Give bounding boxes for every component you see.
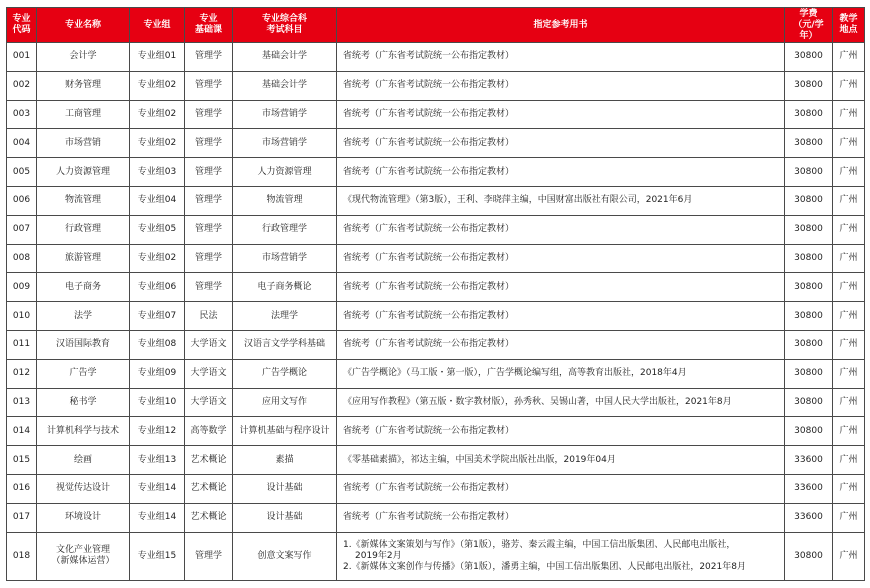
reference-line: 2019年2月	[355, 550, 402, 561]
reference-line: 省统考（广东省考试院统一公布指定教材）	[343, 281, 515, 292]
table-row	[7, 273, 865, 302]
reference-line: 省统考（广东省考试院统一公布指定教材）	[343, 339, 515, 350]
cell-location: 广州	[833, 158, 865, 187]
cell-code: 018	[7, 532, 37, 580]
cell-code: 002	[7, 71, 37, 100]
header-reference: 指定参考用书	[337, 8, 785, 43]
cell-group: 专业组02	[130, 129, 185, 158]
reference-line: 《广告学概论》（马工版・第一版），广告学概论编写组，高等教育出版社，2018年4月	[343, 368, 687, 379]
reference-line: 省统考（广东省考试院统一公布指定教材）	[343, 252, 515, 263]
cell-reference	[337, 417, 785, 446]
cell-group: 专业组04	[130, 186, 185, 215]
cell-name: 行政管理	[37, 215, 130, 244]
table-row	[7, 446, 865, 475]
cell-name: 计算机科学与技术	[37, 417, 130, 446]
cell-code: 012	[7, 359, 37, 388]
cell-fee: 30800	[785, 244, 833, 273]
cell-reference	[337, 474, 785, 503]
cell-subject: 人力资源管理	[233, 158, 337, 187]
reference-line: 省统考（广东省考试院统一公布指定教材）	[343, 137, 515, 148]
cell-code: 014	[7, 417, 37, 446]
cell-group: 专业组14	[130, 503, 185, 532]
cell-name: 电子商务	[37, 273, 130, 302]
cell-group: 专业组07	[130, 302, 185, 331]
cell-subject: 设计基础	[233, 503, 337, 532]
cell-course: 高等数学	[185, 417, 233, 446]
cell-course: 艺术概论	[185, 474, 233, 503]
cell-location: 广州	[833, 186, 865, 215]
cell-group: 专业组01	[130, 43, 185, 72]
table-row	[7, 244, 865, 273]
cell-fee: 30800	[785, 359, 833, 388]
cell-code: 008	[7, 244, 37, 273]
cell-fee: 30800	[785, 302, 833, 331]
table-row	[7, 43, 865, 72]
reference-line: 省统考（广东省考试院统一公布指定教材）	[343, 425, 515, 436]
cell-reference	[337, 71, 785, 100]
cell-course: 管理学	[185, 100, 233, 129]
cell-location: 广州	[833, 359, 865, 388]
cell-location: 广州	[833, 503, 865, 532]
table-row	[7, 503, 865, 532]
table-row	[7, 474, 865, 503]
cell-location: 广州	[833, 330, 865, 359]
cell-code: 009	[7, 273, 37, 302]
reference-line: 省统考（广东省考试院统一公布指定教材）	[343, 108, 515, 119]
cell-fee: 30800	[785, 417, 833, 446]
cell-subject: 电子商务概论	[233, 273, 337, 302]
cell-group: 专业组06	[130, 273, 185, 302]
reference-line: 省统考（广东省考试院统一公布指定教材）	[343, 80, 515, 91]
cell-location: 广州	[833, 532, 865, 580]
header-group: 专业组	[130, 8, 185, 43]
cell-group: 专业组08	[130, 330, 185, 359]
cell-name: 环境设计	[37, 503, 130, 532]
header-exam-subject: 专业综合科 考试科目	[233, 8, 337, 43]
cell-name: 绘画	[37, 446, 130, 475]
cell-code: 007	[7, 215, 37, 244]
cell-code: 016	[7, 474, 37, 503]
cell-reference	[337, 186, 785, 215]
cell-fee: 30800	[785, 100, 833, 129]
reference-line: 《零基础素描》，祁达主编，中国美术学院出版社出版，2019年04月	[343, 454, 616, 465]
table-row	[7, 302, 865, 331]
reference-line: 省统考（广东省考试院统一公布指定教材）	[343, 224, 515, 235]
table-row	[7, 532, 865, 580]
cell-reference	[337, 388, 785, 417]
cell-group: 专业组10	[130, 388, 185, 417]
cell-location: 广州	[833, 302, 865, 331]
table-row	[7, 215, 865, 244]
header-name: 专业名称	[37, 8, 130, 43]
cell-subject: 市场营销学	[233, 244, 337, 273]
reference-line: 《现代物流管理》（第3版），王利、李晓萍主编，中国财富出版社有限公司，2021年6月	[343, 195, 693, 206]
cell-subject: 广告学概论	[233, 359, 337, 388]
cell-name: 视觉传达设计	[37, 474, 130, 503]
cell-fee: 33600	[785, 474, 833, 503]
cell-fee: 30800	[785, 388, 833, 417]
reference-line: 2.《新媒体文案创作与传播》（第1版），潘勇主编，中国工信出版集团、人民邮电出版社，2021年8月	[343, 561, 746, 572]
cell-fee: 30800	[785, 532, 833, 580]
cell-location: 广州	[833, 417, 865, 446]
cell-code: 013	[7, 388, 37, 417]
cell-group: 专业组15	[130, 532, 185, 580]
cell-fee: 33600	[785, 446, 833, 475]
table-row	[7, 71, 865, 100]
cell-location: 广州	[833, 474, 865, 503]
cell-code: 001	[7, 43, 37, 72]
cell-location: 广州	[833, 446, 865, 475]
cell-fee: 30800	[785, 158, 833, 187]
cell-code: 003	[7, 100, 37, 129]
cell-group: 专业组14	[130, 474, 185, 503]
cell-name: 财务管理	[37, 71, 130, 100]
cell-location: 广州	[833, 388, 865, 417]
cell-group: 专业组12	[130, 417, 185, 446]
cell-course: 管理学	[185, 43, 233, 72]
table-header-row	[7, 8, 865, 43]
cell-name: 法学	[37, 302, 130, 331]
cell-name: 工商管理	[37, 100, 130, 129]
cell-reference	[337, 302, 785, 331]
cell-course: 管理学	[185, 244, 233, 273]
cell-fee: 30800	[785, 273, 833, 302]
cell-subject: 行政管理学	[233, 215, 337, 244]
cell-subject: 法理学	[233, 302, 337, 331]
reference-line: 省统考（广东省考试院统一公布指定教材）	[343, 512, 515, 523]
cell-name: 汉语国际教育	[37, 330, 130, 359]
cell-subject: 创意文案写作	[233, 532, 337, 580]
reference-line: 1.《新媒体文案策划与写作》（第1版），骆芳、秦云霞主编，中国工信出版集团、人民邮电出版社，	[343, 539, 736, 550]
cell-group: 专业组02	[130, 100, 185, 129]
cell-code: 005	[7, 158, 37, 187]
cell-fee: 30800	[785, 186, 833, 215]
cell-name: 市场营销	[37, 129, 130, 158]
cell-subject: 汉语言文学学科基础	[233, 330, 337, 359]
cell-course: 管理学	[185, 158, 233, 187]
cell-course: 管理学	[185, 273, 233, 302]
admission-table	[6, 7, 865, 581]
cell-reference	[337, 330, 785, 359]
reference-line: 省统考（广东省考试院统一公布指定教材）	[343, 483, 515, 494]
cell-reference	[337, 532, 785, 580]
cell-reference	[337, 503, 785, 532]
cell-subject: 设计基础	[233, 474, 337, 503]
cell-group: 专业组05	[130, 215, 185, 244]
header-basic-course: 专业 基础课	[185, 8, 233, 43]
cell-course: 管理学	[185, 186, 233, 215]
reference-line: 省统考（广东省考试院统一公布指定教材）	[343, 51, 515, 62]
reference-line: 省统考（广东省考试院统一公布指定教材）	[343, 166, 515, 177]
table-row	[7, 388, 865, 417]
cell-course: 管理学	[185, 215, 233, 244]
cell-location: 广州	[833, 215, 865, 244]
cell-location: 广州	[833, 100, 865, 129]
cell-group: 专业组09	[130, 359, 185, 388]
cell-reference	[337, 129, 785, 158]
cell-subject: 应用文写作	[233, 388, 337, 417]
cell-course: 大学语文	[185, 359, 233, 388]
cell-code: 006	[7, 186, 37, 215]
cell-location: 广州	[833, 244, 865, 273]
cell-name: 旅游管理	[37, 244, 130, 273]
cell-subject: 基础会计学	[233, 71, 337, 100]
cell-subject: 物流管理	[233, 186, 337, 215]
cell-fee: 30800	[785, 71, 833, 100]
cell-course: 艺术概论	[185, 446, 233, 475]
reference-line: 省统考（广东省考试院统一公布指定教材）	[343, 310, 515, 321]
cell-course: 管理学	[185, 129, 233, 158]
cell-location: 广州	[833, 43, 865, 72]
cell-fee: 30800	[785, 330, 833, 359]
cell-group: 专业组02	[130, 244, 185, 273]
cell-course: 民法	[185, 302, 233, 331]
cell-name: 会计学	[37, 43, 130, 72]
table-row	[7, 417, 865, 446]
cell-subject: 计算机基础与程序设计	[233, 417, 337, 446]
table-row	[7, 100, 865, 129]
cell-reference	[337, 100, 785, 129]
cell-fee: 30800	[785, 129, 833, 158]
header-fee: 学费 （元/学年）	[785, 8, 833, 43]
cell-course: 管理学	[185, 532, 233, 580]
table-row	[7, 158, 865, 187]
cell-reference	[337, 446, 785, 475]
cell-location: 广州	[833, 129, 865, 158]
table-body	[7, 43, 865, 581]
table-row	[7, 129, 865, 158]
cell-code: 015	[7, 446, 37, 475]
cell-reference	[337, 273, 785, 302]
cell-code: 010	[7, 302, 37, 331]
cell-reference	[337, 215, 785, 244]
cell-reference	[337, 359, 785, 388]
reference-line: 《应用写作教程》（第五版・数字教材版），孙秀秋、吴锡山著，中国人民大学出版社，2021年8月	[343, 396, 732, 407]
cell-reference	[337, 158, 785, 187]
cell-fee: 30800	[785, 43, 833, 72]
header-code: 专业 代码	[7, 8, 37, 43]
cell-code: 011	[7, 330, 37, 359]
cell-course: 大学语文	[185, 330, 233, 359]
cell-course: 大学语文	[185, 388, 233, 417]
cell-subject: 市场营销学	[233, 100, 337, 129]
cell-location: 广州	[833, 71, 865, 100]
cell-group: 专业组03	[130, 158, 185, 187]
cell-name: 广告学	[37, 359, 130, 388]
cell-name: 秘书学	[37, 388, 130, 417]
cell-location: 广州	[833, 273, 865, 302]
cell-fee: 33600	[785, 503, 833, 532]
cell-code: 017	[7, 503, 37, 532]
table-row	[7, 330, 865, 359]
table-row	[7, 359, 865, 388]
cell-subject: 市场营销学	[233, 129, 337, 158]
cell-name: 文化产业管理 （新媒体运营）	[37, 532, 130, 580]
cell-name: 人力资源管理	[37, 158, 130, 187]
cell-reference	[337, 244, 785, 273]
cell-course: 艺术概论	[185, 503, 233, 532]
cell-course: 管理学	[185, 71, 233, 100]
cell-reference	[337, 43, 785, 72]
cell-group: 专业组13	[130, 446, 185, 475]
cell-group: 专业组02	[130, 71, 185, 100]
cell-subject: 基础会计学	[233, 43, 337, 72]
cell-code: 004	[7, 129, 37, 158]
cell-fee: 30800	[785, 215, 833, 244]
header-location: 教学 地点	[833, 8, 865, 43]
table-row	[7, 186, 865, 215]
cell-name: 物流管理	[37, 186, 130, 215]
cell-subject: 素描	[233, 446, 337, 475]
